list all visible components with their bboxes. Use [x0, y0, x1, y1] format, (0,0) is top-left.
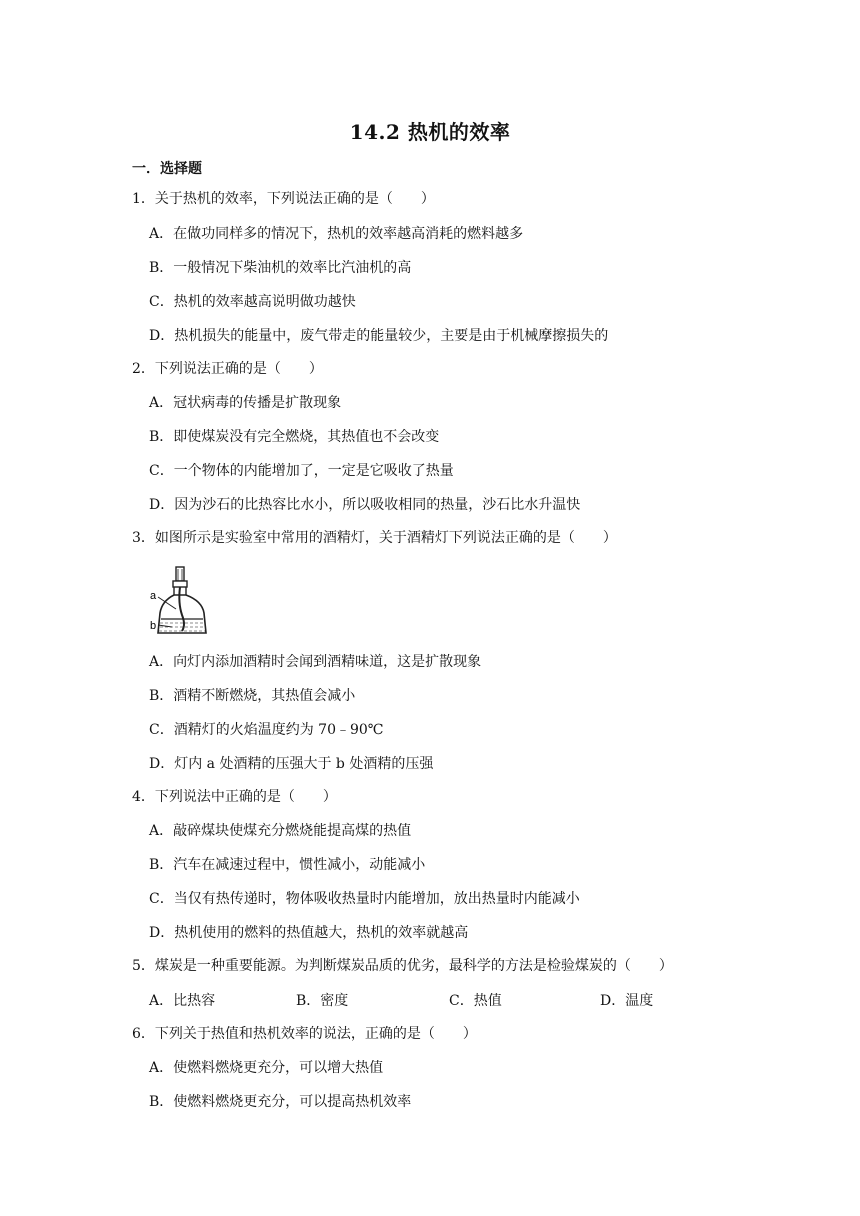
page-title: 14.2 热机的效率 — [349, 120, 511, 144]
alcohol-lamp-figure — [148, 563, 212, 639]
question-1-stem: 1．关于热机的效率，下列说法正确的是（ ） — [132, 191, 435, 207]
question-2-option-a: A．冠状病毒的传播是扩散现象 — [149, 395, 342, 411]
question-6-option-b: B．使燃料燃烧更充分，可以提高热机效率 — [149, 1094, 412, 1110]
question-4-stem: 4．下列说法中正确的是（ ） — [132, 789, 337, 805]
question-3-option-d: D．灯内 a 处酒精的压强大于 b 处酒精的压强 — [149, 756, 434, 772]
question-6-option-a: A．使燃料燃烧更充分，可以增大热值 — [149, 1060, 384, 1076]
label-b: b — [150, 620, 157, 632]
question-4-option-c: C．当仅有热传递时，物体吸收热量时内能增加，放出热量时内能减小 — [149, 891, 580, 907]
question-2-option-b: B．即使煤炭没有完全燃烧，其热值也不会改变 — [149, 429, 440, 445]
section-heading: 一．选择题 — [132, 161, 202, 177]
question-2-option-c: C．一个物体的内能增加了，一定是它吸收了热量 — [149, 463, 454, 479]
question-3-option-a: A．向灯内添加酒精时会闻到酒精味道，这是扩散现象 — [149, 654, 482, 670]
question-1-option-b: B．一般情况下柴油机的效率比汽油机的高 — [149, 260, 412, 276]
question-5-option-c: C．热值 — [449, 993, 502, 1009]
question-4-option-b: B．汽车在减速过程中，惯性减小，动能减小 — [149, 857, 426, 873]
label-a: a — [150, 590, 157, 602]
question-6-stem: 6．下列关于热值和热机效率的说法，正确的是（ ） — [132, 1026, 477, 1042]
question-2-option-d: D．因为沙石的比热容比水小，所以吸收相同的热量，沙石比水升温快 — [149, 497, 581, 513]
question-3-stem: 3．如图所示是实验室中常用的酒精灯，关于酒精灯下列说法正确的是（ ） — [132, 530, 617, 546]
question-5-stem: 5．煤炭是一种重要能源。为判断煤炭品质的优劣，最科学的方法是检验煤炭的（ ） — [132, 958, 673, 974]
question-4-option-a: A．敲碎煤块使煤充分燃烧能提高煤的热值 — [149, 823, 412, 839]
question-5-option-d: D．温度 — [600, 993, 654, 1009]
question-4-option-d: D．热机使用的燃料的热值越大，热机的效率就越高 — [149, 925, 469, 941]
question-3-option-b: B．酒精不断燃烧，其热值会减小 — [149, 688, 356, 704]
question-5-options — [149, 990, 749, 1008]
question-5-option-b: B．密度 — [296, 993, 349, 1009]
question-1-option-d: D．热机损失的能量中，废气带走的能量较少，主要是由于机械摩擦损失的 — [149, 328, 609, 344]
question-1-option-a: A．在做功同样多的情况下，热机的效率越高消耗的燃料越多 — [149, 226, 524, 242]
question-5-option-a: A．比热容 — [149, 993, 216, 1009]
question-2-stem: 2．下列说法正确的是（ ） — [132, 361, 323, 377]
question-3-option-c: C．酒精灯的火焰温度约为 70﹣90℃ — [149, 722, 384, 738]
wick-holder-icon — [176, 567, 184, 581]
question-1-option-c: C．热机的效率越高说明做功越快 — [149, 294, 356, 310]
